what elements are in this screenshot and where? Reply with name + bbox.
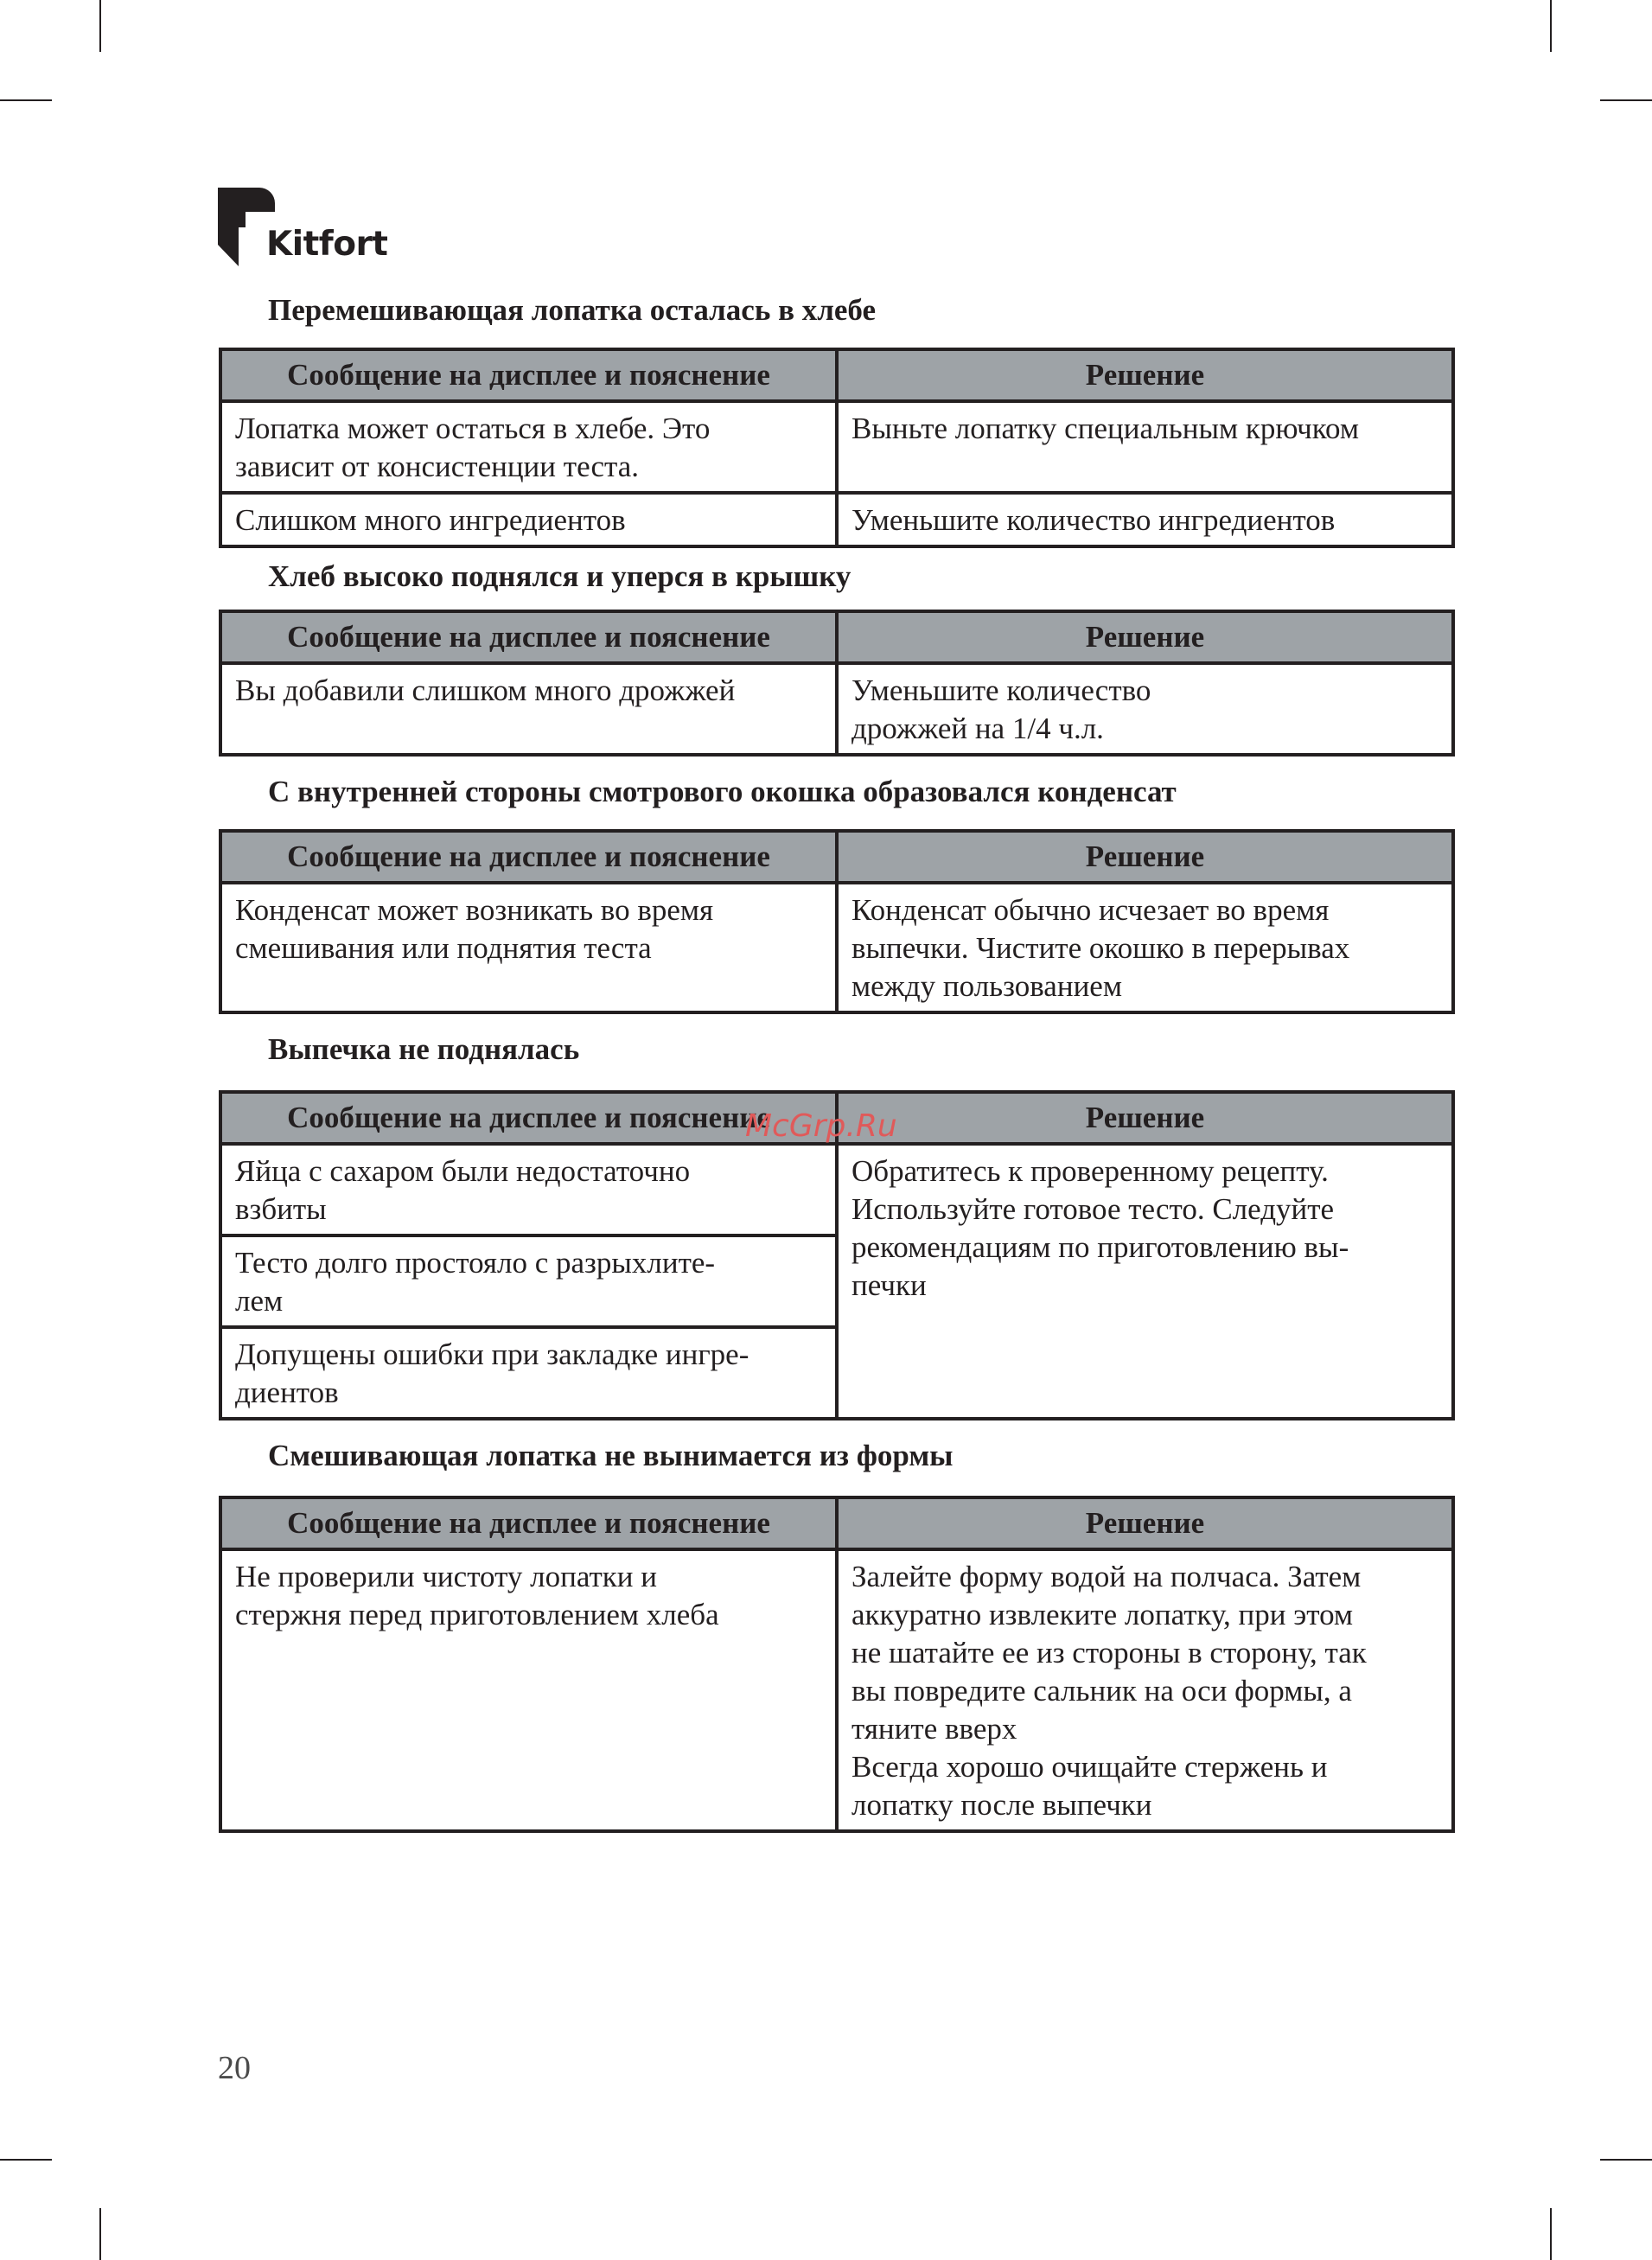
section-title: Выпечка не поднялась <box>268 1032 580 1066</box>
trouble-table <box>219 1496 1455 1833</box>
header-cause: Сообщение на дисплее и пояснение <box>220 831 837 883</box>
watermark: McGrp.Ru <box>745 1108 897 1144</box>
header-solution: Решение <box>837 831 1453 883</box>
solution-cell: Выньте лопатку специальным крючком <box>837 401 1453 493</box>
trouble-table <box>219 610 1455 757</box>
table-row <box>220 401 1453 493</box>
crop-mark <box>0 99 52 101</box>
solution-cell: Конденсат обычно исчезает во время выпечки. Чистите окошко в перерывах между пользованием <box>837 883 1453 1012</box>
section-title: Смешивающая лопатка не вынимается из формы <box>268 1439 954 1472</box>
header-solution: Решение <box>837 611 1453 663</box>
header-solution: Решение <box>837 1497 1453 1549</box>
crop-mark <box>1600 2159 1652 2161</box>
cause-cell: Не проверили чистоту лопатки и стержня перед приготовлением хлеба <box>220 1549 837 1831</box>
header-solution: Решение <box>837 349 1453 401</box>
cause-cell: Конденсат может возникать во время смешивания или поднятия теста <box>220 883 837 1012</box>
trouble-table <box>219 348 1455 548</box>
table-header-row <box>220 611 1453 663</box>
cause-cell: Лопатка может остаться в хлебе. Это зависит от консистенции теста. <box>220 401 837 493</box>
cause-cell: Яйца с сахаром были недостаточно взбиты <box>220 1144 837 1235</box>
table-header-row <box>220 1497 1453 1549</box>
trouble-table <box>219 829 1455 1014</box>
crop-mark <box>0 2159 52 2161</box>
cause-cell: Слишком много ингредиентов <box>220 493 837 546</box>
solution-cell: Уменьшите количество ингредиентов <box>837 493 1453 546</box>
section-title: Хлеб высоко поднялся и уперся в крышку <box>268 559 852 593</box>
table-header-row <box>220 831 1453 883</box>
table-header-row <box>220 349 1453 401</box>
solution-cell: Уменьшите количество дрожжей на 1/4 ч.л. <box>837 663 1453 755</box>
crop-mark <box>99 2208 101 2260</box>
cause-cell: Вы добавили слишком много дрожжей <box>220 663 837 755</box>
table-row <box>220 1549 1453 1831</box>
table-row <box>220 1144 1453 1235</box>
section-title: Перемешивающая лопатка осталась в хлебе <box>268 293 876 327</box>
cause-cell: Допущены ошибки при закладке ингре- диентов <box>220 1327 837 1419</box>
crop-mark <box>1550 2208 1552 2260</box>
crop-mark <box>1550 0 1552 52</box>
crop-mark <box>1600 99 1652 101</box>
section-title: С внутренней стороны смотрового окошка образовался конденсат <box>268 775 1177 808</box>
page-number: 20 <box>218 2050 251 2086</box>
header-cause: Сообщение на дисплее и пояснение <box>220 349 837 401</box>
table-row <box>220 493 1453 546</box>
table-row <box>220 663 1453 755</box>
header-cause: Сообщение на дисплее и пояснение <box>220 1497 837 1549</box>
brand-name: Kitfort <box>266 225 388 264</box>
header-cause: Сообщение на дисплее и пояснение <box>220 611 837 663</box>
solution-cell: Обратитесь к проверенному рецепту. Используйте готовое тесто. Следуйте рекомендациям по приготовлению вы- печки <box>837 1144 1453 1419</box>
header-solution: Решение <box>837 1092 1453 1144</box>
cause-cell: Тесто долго простояло с разрыхлите- лем <box>220 1235 837 1327</box>
brand-logo <box>216 186 424 272</box>
header-cause: Сообщение на дисплее и пояснение <box>220 1092 837 1144</box>
table-row <box>220 883 1453 1012</box>
solution-cell: Залейте форму водой на полчаса. Затем аккуратно извлеките лопатку, при этом не шатайте ее из стороны в сторону, так вы повредите сальник на оси формы, а тяните вверх Всегда хорошо очищайте стержень и лопатку после выпечки <box>837 1549 1453 1831</box>
crop-mark <box>99 0 101 52</box>
